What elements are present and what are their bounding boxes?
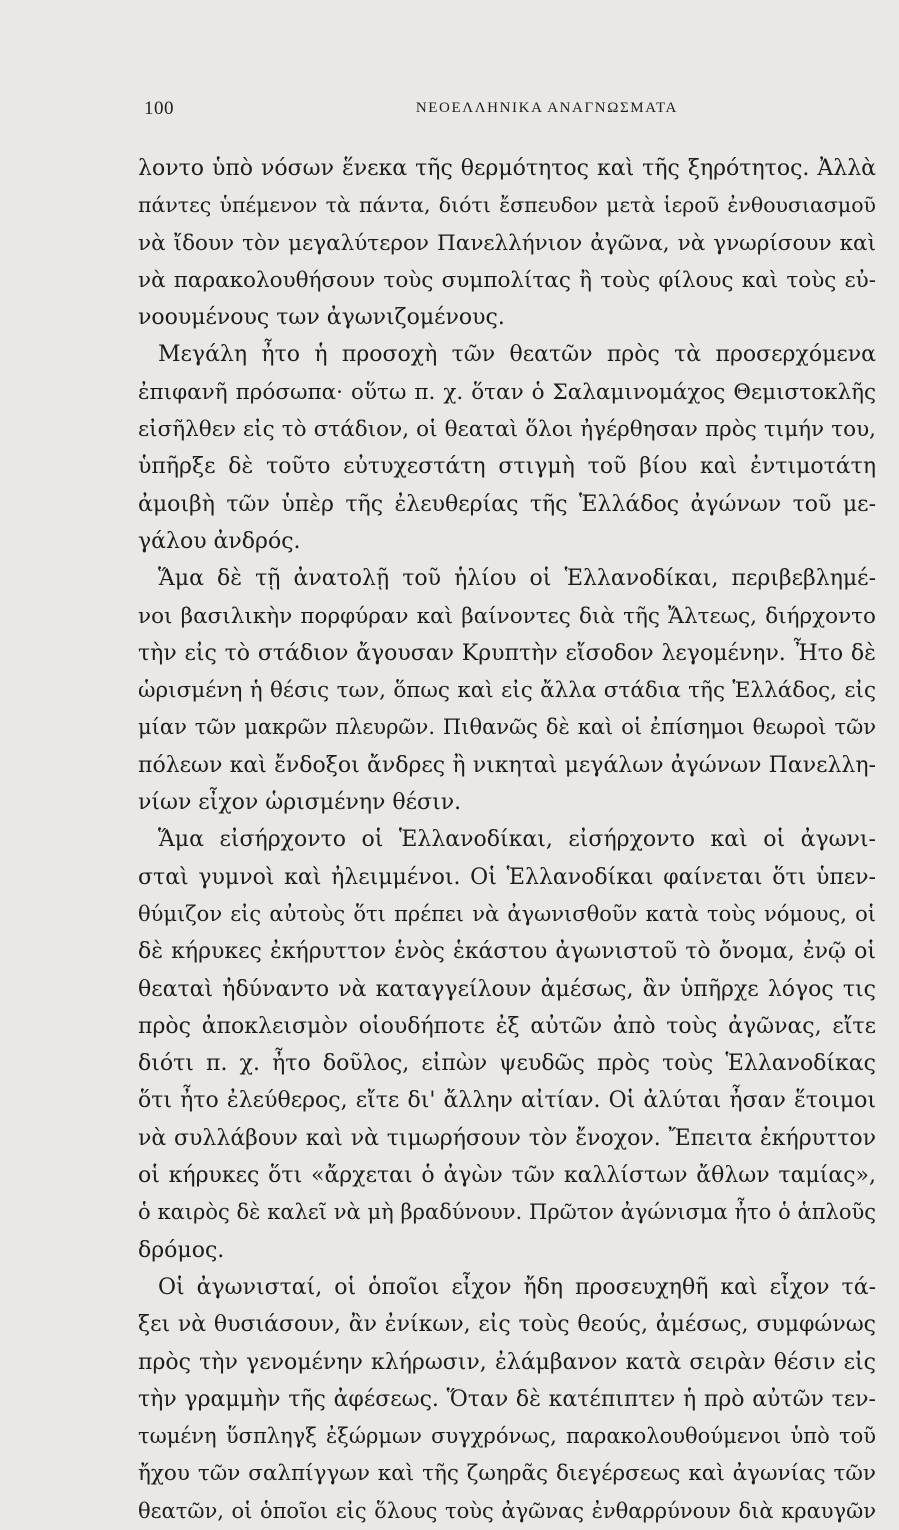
- text-line: ἐπιφανῆ πρόσωπα· οὕτω π. χ. ὅταν ὁ Σαλαμινομάχος Θεμιστοκλῆς: [138, 379, 876, 405]
- text-line: δρόμος.: [138, 1237, 225, 1263]
- text-line: τωμένη ὕσπληγξ ἐξώρμων συγχρόνως, παρακολουθούμενοι ὑπὸ τοῦ: [138, 1424, 876, 1449]
- text-line: σταὶ γυμνοὶ καὶ ἠλειμμένοι. Οἱ Ἑλλανοδίκαι φαίνεται ὅτι ὑπεν-: [138, 864, 876, 890]
- text-line: θεατῶν, οἱ ὁποῖοι εἰς ὅλους τοὺς ἀγῶνας ἐνθαρρύνουν διὰ κραυγῶν: [138, 1498, 876, 1523]
- text-line: νοι βασιλικὴν πορφύραν καὶ βαίνοντες διὰ τῆς Ἄλτεως, διήρχοντο: [138, 603, 876, 629]
- text-line: νὰ ἴδουν τὸν μεγαλύτερον Πανελλήνιον ἀγῶνα, νὰ γνωρίσουν καὶ: [138, 230, 876, 256]
- text-line: ὑπῆρξε δὲ τοῦτο εὐτυχεστάτη στιγμὴ τοῦ βίου καὶ ἐντιμοτάτη: [138, 454, 876, 480]
- text-line: γάλου ἀνδρός.: [138, 528, 301, 554]
- text-line: μίαν τῶν μακρῶν πλευρῶν. Πιθανῶς δὲ καὶ οἱ ἐπίσημοι θεωροὶ τῶν: [138, 715, 876, 740]
- running-title: ΝΕΟΕΛΛΗΝΙΚΑ ΑΝΑΓΝΩΣΜΑΤΑ: [415, 100, 678, 116]
- text-line: λοντο ὑπὸ νόσων ἕνεκα τῆς θερμότητος καὶ τῆς ξηρότητος. Ἀλλὰ: [138, 156, 876, 181]
- text-line: Ἅμα εἰσήρχοντο οἱ Ἑλλανοδίκαι, εἰσήρχοντο καὶ οἱ ἀγωνι-: [158, 827, 876, 853]
- text-line: ὁ καιρὸς δὲ καλεῖ νὰ μὴ βραδύνουν. Πρῶτον ἀγώνισμα ἦτο ὁ ἁπλοῦς: [138, 1200, 876, 1225]
- text-line: δὲ κήρυκες ἐκήρυττον ἑνὸς ἑκάστου ἀγωνιστοῦ τὸ ὄνομα, ἐνῷ οἱ: [138, 939, 876, 965]
- text-line: θεαταὶ ἠδύναντο νὰ καταγγείλουν ἀμέσως, ἂν ὑπῆρχε λόγος τις: [138, 976, 876, 1002]
- text-line: νίων εἶχον ὡρισμένην θέσιν.: [138, 790, 462, 816]
- page-header: [144, 98, 678, 128]
- text-line: πρὸς τὴν γενομένην κλήρωσιν, ἐλάμβανον κατὰ σειρὰν θέσιν εἰς: [138, 1349, 876, 1375]
- text-line: πόλεων καὶ ἔνδοξοι ἄνδρες ἢ νικηταὶ μεγάλων ἀγώνων Πανελλη-: [138, 752, 876, 778]
- text-line: ξει νὰ θυσιάσουν, ἂν ἐνίκων, εἰς τοὺς θεούς, ἀμέσως, συμφώνως: [138, 1312, 876, 1338]
- text-line: νὰ συλλάβουν καὶ νὰ τιμωρήσουν τὸν ἔνοχον. Ἔπειτα ἐκήρυττον: [138, 1125, 876, 1151]
- text-line: τὴν γραμμὴν τῆς ἀφέσεως. Ὅταν δὲ κατέπιπτεν ἡ πρὸ αὐτῶν τεν-: [138, 1386, 876, 1412]
- text-line: ὡρισμένη ἡ θέσις των, ὅπως καὶ εἰς ἄλλα στάδια τῆς Ἑλλάδος, εἰς: [138, 678, 876, 704]
- body-text: [138, 150, 876, 1530]
- text-line: πάντες ὑπέμενον τὰ πάντα, διότι ἔσπευδον μετὰ ἱεροῦ ἐνθουσιασμοῦ: [138, 193, 876, 218]
- text-line: ὅτι ἦτο ἐλεύθερος, εἴτε δι' ἄλλην αἰτίαν. Οἱ ἀλύται ἦσαν ἕτοιμοι: [138, 1088, 876, 1114]
- text-line: νὰ παρακολουθήσουν τοὺς συμπολίτας ἢ τοὺς φίλους καὶ τοὺς εὐ-: [138, 267, 876, 293]
- text-line: ἀμοιβὴ τῶν ὑπὲρ τῆς ἐλευθερίας τῆς Ἑλλάδος ἀγώνων τοῦ με-: [138, 491, 876, 517]
- text-line: τὴν εἰς τὸ στάδιον ἄγουσαν Κρυπτὴν εἴσοδον λεγομένην. Ἦτο δὲ: [138, 640, 876, 666]
- text-line: Ἅμα δὲ τῇ ἀνατολῇ τοῦ ἡλίου οἱ Ἑλλανοδίκαι, περιβεβλημέ-: [158, 566, 876, 592]
- page-number: 100: [144, 98, 174, 119]
- text-line: ἤχου τῶν σαλπίγγων καὶ τῆς ζωηρᾶς διεγέρσεως καὶ ἀγωνίας τῶν: [138, 1461, 876, 1487]
- text-line: νοουμένους των ἀγωνιζομένους.: [138, 305, 505, 331]
- text-line: οἱ κήρυκες ὅτι «ἄρχεται ὁ ἀγὼν τῶν καλλίστων ἄθλων ταμίας»,: [138, 1163, 876, 1189]
- text-line: εἰσῆλθεν εἰς τὸ στάδιον, οἱ θεαταὶ ὅλοι ἠγέρθησαν πρὸς τιμήν του,: [138, 417, 876, 443]
- text-line: θύμιζον εἰς αὐτοὺς ὅτι πρέπει νὰ ἀγωνισθοῦν κατὰ τοὺς νόμους, οἱ: [138, 901, 876, 926]
- text-line: πρὸς ἀποκλεισμὸν οἱουδήποτε ἐξ αὐτῶν ἀπὸ τοὺς ἀγῶνας, εἴτε: [138, 1013, 876, 1039]
- text-line: Μεγάλη ἦτο ἡ προσοχὴ τῶν θεατῶν πρὸς τὰ προσερχόμενα: [158, 342, 876, 368]
- text-line: Οἱ ἀγωνισταί, οἱ ὁποῖοι εἶχον ἤδη προσευχηθῆ καὶ εἶχον τά-: [158, 1274, 876, 1300]
- text-line: διότι π. χ. ἦτο δοῦλος, εἰπὼν ψευδῶς πρὸς τοὺς Ἑλλανοδίκας: [138, 1051, 876, 1077]
